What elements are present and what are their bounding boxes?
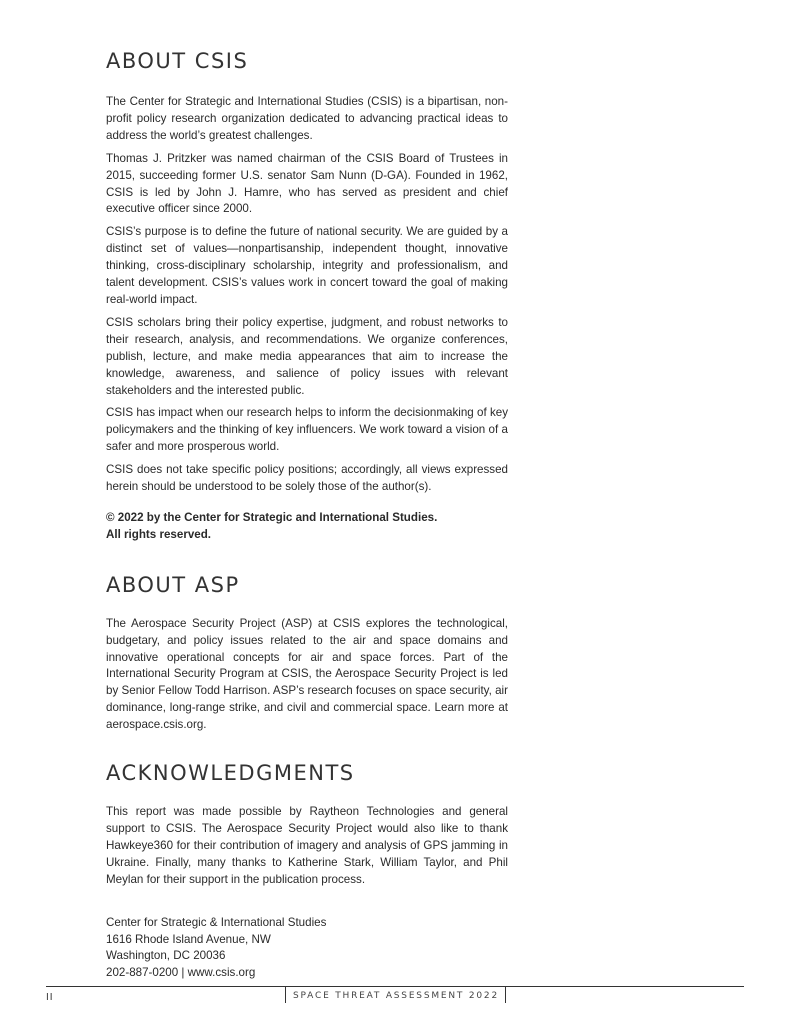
copyright-line-1: © 2022 by the Center for Strategic and International Studies. [106, 510, 438, 524]
address-block [106, 915, 508, 983]
address-city: Washington, DC 20036 [106, 949, 226, 963]
about-csis-paragraph: CSIS’s purpose is to define the future of national security. We are guided by a distinct set of values—nonpartisanship, independent thought, innovative thinking, cross-disciplinary scholarship, integrity and professionalism, and talent development. CSIS’s values work in concert toward the goal of making real-world impact. [106, 225, 508, 306]
about-asp-title: ABOUT ASP [106, 572, 240, 597]
about-csis-paragraph: The Center for Strategic and International Studies (CSIS) is a bipartisan, non-profit policy research organization dedicated to advancing practical ideas to address the world’s greatest challenges. [106, 95, 508, 142]
address-street: 1616 Rhode Island Avenue, NW [106, 932, 271, 946]
acknowledgments-title: ACKNOWLEDGMENTS [106, 761, 355, 786]
about-csis-title: ABOUT CSIS [106, 49, 249, 73]
running-title: SPACE THREAT ASSESSMENT 2022 [293, 991, 499, 1001]
copyright-notice [106, 510, 508, 544]
about-csis-paragraph: Thomas J. Pritzker was named chairman of the CSIS Board of Trustees in 2015, succeeding former U.S. senator Sam Nunn (D-GA). Founded in 1962, CSIS is led by John J. Hamre, who has served as president and chief executive officer since 2000. [106, 151, 508, 216]
about-csis-paragraph: CSIS scholars bring their policy expertise, judgment, and robust networks to their research, analysis, and recommendations. We organize conferences, publish, lecture, and make media appearances that aim to increase the knowledge, awareness, and salience of policy issues with relevant stakeholders and the interested public. [106, 315, 508, 397]
acknowledgments-paragraph: This report was made possible by Raytheon Technologies and general support to CSIS. The Aerospace Security Project would also like to thank Hawkeye360 for their contribution of imagery and analysis of GPS jamming in Ukraine. Finally, many thanks to Katherine Stark, William Taylor, and Phil Meylan for their support in the publication process. [106, 805, 508, 886]
page-number: II [46, 992, 54, 1003]
copyright-line-2: All rights reserved. [106, 527, 212, 541]
page-content [106, 48, 508, 982]
address-contact: 202-887-0200 | www.csis.org [106, 966, 256, 980]
about-asp-paragraph: The Aerospace Security Project (ASP) at CSIS explores the technological, budgetary, and policy issues related to the air and space domains and innovative operational concepts for air and space forces. Part of the International Security Program at CSIS, the Aerospace Security Project is led by Senior Fellow Todd Harrison. ASP’s research focuses on space security, air dominance, long-range strike, and civil and commercial space. Learn more at aerospace.csis.org. [106, 616, 508, 732]
address-org: Center for Strategic & International Studies [106, 915, 327, 929]
footer-rule [46, 986, 744, 987]
about-csis-paragraph: CSIS has impact when our research helps to inform the decisionmaking of key policymakers and the thinking of key influencers. We work toward a vision of a safer and more prosperous world. [106, 406, 508, 454]
about-csis-paragraph: CSIS does not take specific policy positions; accordingly, all views expressed herein should be understood to be solely those of the author(s). [106, 463, 508, 494]
